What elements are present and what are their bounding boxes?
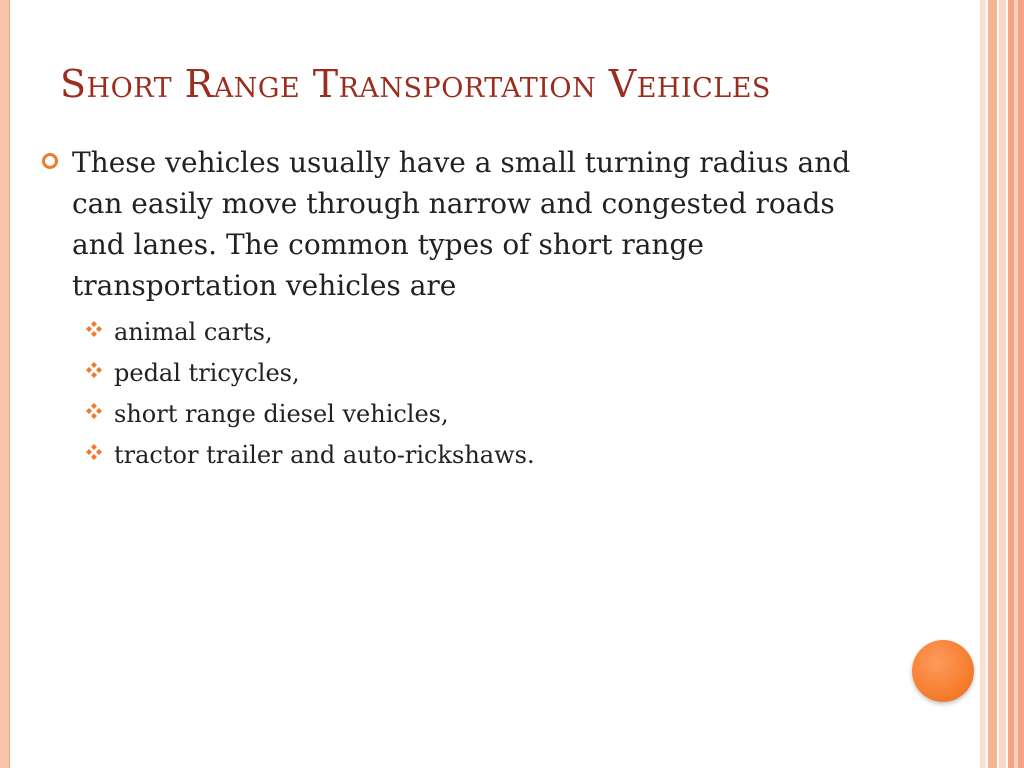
ring-bullet-icon <box>42 153 58 169</box>
diamond-cluster-bullet-icon <box>85 402 103 420</box>
main-bullet-item <box>36 142 936 306</box>
sub-bullet-item <box>36 396 936 437</box>
right-border-stripe <box>988 0 997 768</box>
right-border-stripe <box>980 0 986 768</box>
orange-circle-decoration <box>912 640 974 702</box>
right-border-stripe <box>999 0 1006 768</box>
main-bullet-text: These vehicles usually have a small turning radius and can easily move through narrow and congested roads and lanes. The common types of short range transportation vehicles are <box>72 146 851 302</box>
slide-content <box>36 142 936 478</box>
sub-bullet-text: short range diesel vehicles, <box>114 400 449 428</box>
right-border-stripe <box>1008 0 1024 768</box>
sub-bullet-list <box>36 314 936 478</box>
diamond-cluster-bullet-icon <box>85 361 103 379</box>
diamond-cluster-bullet-icon <box>85 320 103 338</box>
sub-bullet-text: tractor trailer and auto-rickshaws. <box>114 441 535 469</box>
sub-bullet-item <box>36 355 936 396</box>
sub-bullet-text: animal carts, <box>114 318 273 346</box>
diamond-cluster-bullet-icon <box>85 443 103 461</box>
sub-bullet-item <box>36 314 936 355</box>
left-border-stripe <box>0 0 10 768</box>
sub-bullet-item <box>36 437 936 478</box>
sub-bullet-text: pedal tricycles, <box>114 359 300 387</box>
slide-title: Short Range Transportation Vehicles <box>60 62 771 106</box>
